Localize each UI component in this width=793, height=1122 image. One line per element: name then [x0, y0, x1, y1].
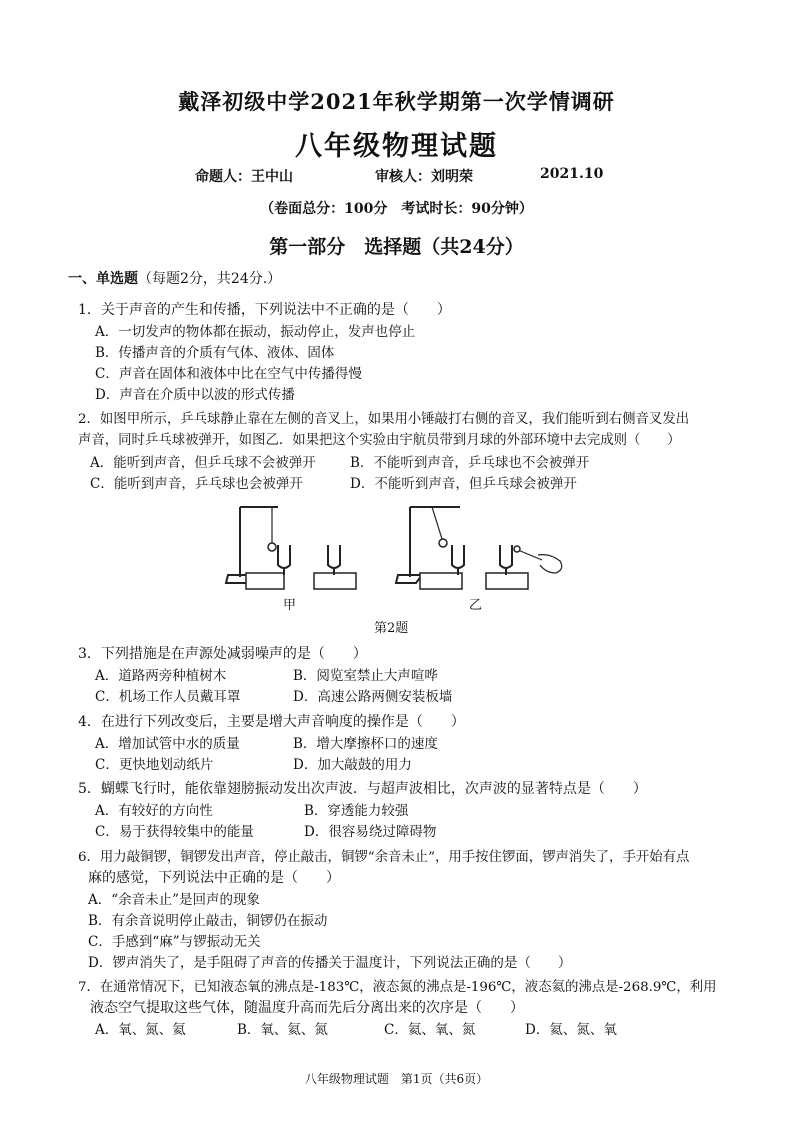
section-heading [68, 268, 281, 288]
q7-option-c: C．氦、氧、氮 [384, 1022, 476, 1038]
q4-option-c: C．更快地划动纸片 [95, 757, 214, 773]
section-title: 一、单选题 [68, 271, 138, 287]
q1-option-c: C．声音在固体和液体中比在空气中传播得慢 [95, 366, 362, 382]
q6-option-d: D．锣声消失了，是手阻碍了声音的传播关于温度计，下列说法正确的是（ ） [88, 955, 572, 971]
question-7-stem-line1: 7．在通常情况下，已知液态氧的沸点是-183℃，液态氮的沸点是-196℃，液态氦的沸点是-268.9℃，利用 [78, 980, 717, 995]
question-4-stem: 4．在进行下列改变后，主要是增大声音响度的操作是（ ） [78, 714, 465, 730]
q3-option-a: A．道路两旁种植树木 [95, 668, 227, 684]
q7-option-b: B．氧、氦、氮 [237, 1022, 328, 1038]
figure-yi-stand [396, 507, 460, 583]
hammer-hand-icon [514, 546, 562, 573]
q5-option-c: C．易于获得较集中的能量 [95, 824, 254, 840]
q7-option-a: A．氧、氮、氦 [95, 1022, 186, 1038]
q6-option-b: B．有余音说明停止敲击，铜锣仍在振动 [88, 913, 328, 929]
q4-option-a: A．增加试管中水的质量 [95, 736, 240, 752]
school-title: 戴泽初级中学2021年秋学期第一次学情调研 [178, 89, 615, 114]
question-3-stem: 3．下列措施是在声源处减弱噪声的是（ ） [78, 646, 367, 662]
q7-option-d: D．氦、氮、氧 [525, 1022, 617, 1038]
q5-option-d: D．很容易绕过障碍物 [304, 824, 437, 840]
question-6-stem-line1: 6．用力敲铜锣，铜锣发出声音，停止敲击，铜锣“余音未止”，用手按住锣面，锣声消失了，手开始有点 [78, 850, 690, 865]
q5-option-a: A．有较好的方向性 [95, 803, 213, 819]
q2-option-a: A．能听到声音，但乒乓球不会被弹开 [90, 455, 316, 471]
q1-option-d: D．声音在介质中以波的形式传播 [95, 387, 295, 403]
figure-label-yi: 乙 [469, 598, 483, 613]
exam-title: 八年级物理试题 [295, 131, 498, 162]
reviewer: 审核人：刘明荣 [375, 169, 473, 185]
question-1-stem: 1．关于声音的产生和传播，下列说法中不正确的是（ ） [78, 302, 451, 318]
q3-option-b: B．阅览室禁止大声喧哗 [293, 668, 438, 684]
figure-jia-fork-right [314, 545, 356, 589]
question-2-stem-line1: 2．如图甲所示，乒乓球静止靠在左侧的音叉上，如果用小锤敲打右侧的音叉，我们能听到右侧音叉发出 [78, 412, 690, 427]
q6-option-a: A．“余音未止”是回声的现象 [88, 892, 261, 908]
figure-jia-fork-left [246, 545, 290, 589]
figure-yi-fork-left [420, 545, 464, 589]
question-2-stem-line2: 声音，同时乒乓球被弹开，如图乙．如果把这个实验由宇航员带到月球的外部环境中去完成则（ ） [78, 433, 681, 448]
q4-option-d: D．加大敲鼓的用力 [293, 757, 412, 773]
q1-option-b: B．传播声音的介质有气体、液体、固体 [95, 345, 335, 361]
part-title: 第一部分 选择题（共24分） [269, 236, 524, 258]
page-footer: 八年级物理试题 第1页（共6页） [304, 1072, 489, 1086]
q5-option-b: B．穿透能力较强 [304, 803, 409, 819]
exam-date: 2021.10 [540, 166, 604, 182]
section-note: （每题2分，共24分.） [138, 271, 282, 287]
q6-option-c: C．手感到“麻”与锣振动无关 [88, 934, 261, 950]
figure-label-jia: 甲 [283, 598, 297, 613]
q2-option-b: B．不能听到声音，乒乓球也不会被弹开 [350, 455, 590, 471]
q3-option-d: D．高速公路两侧安装板墙 [293, 689, 453, 705]
question-7-stem-line2: 液态空气提取这些气体，随温度升高而先后分离出来的次序是（ ） [90, 1000, 524, 1016]
question-6-stem-line2: 麻的感觉，下列说法中正确的是（ ） [88, 870, 340, 886]
q3-option-c: C．机场工作人员戴耳罩 [95, 689, 241, 705]
score-info: （卷面总分：100分 考试时长：90分钟） [260, 201, 533, 217]
q2-option-d: D．不能听到声音，但乒乓球会被弹开 [350, 476, 577, 492]
q2-option-c: C．能听到声音，乒乓球也会被弹开 [90, 476, 303, 492]
q1-option-a: A．一切发声的物体都在振动，振动停止，发声也停止 [95, 324, 416, 340]
q4-option-b: B．增大摩擦杯口的速度 [293, 736, 438, 752]
author: 命题人：王中山 [195, 169, 293, 185]
figure-jia-stand [226, 507, 278, 583]
figure-caption: 第2题 [374, 621, 409, 636]
tuning-fork-figure [220, 495, 570, 595]
question-5-stem: 5．蝴蝶飞行时，能依靠翅膀振动发出次声波．与超声波相比，次声波的显著特点是（ ） [78, 781, 647, 797]
